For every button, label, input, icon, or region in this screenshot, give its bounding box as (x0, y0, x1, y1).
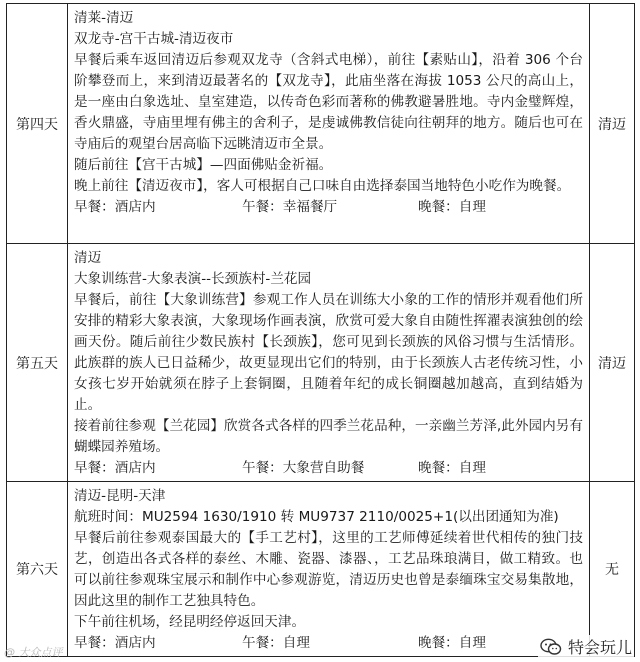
day-row (7, 244, 635, 482)
day-paragraph: 早餐后乘车返回清迈后参观双龙寺（含斜式电梯），前往【素贴山】，沿着 306 个台阶攀登而上，来到清迈最著名的【双龙寺】，此庙坐落在海拔 1053 公尺的高山上，是一座由白象选址、皇室建造，以传奇色彩而著称的佛教避暑胜地。寺内金璧辉煌，香火鼎盛，寺庙里埋有佛主的舍利子，是虔诚佛教信徒向往朝拜的地方。随后也可在寺庙后的观望台居高临下远眺清迈市全景。 (74, 52, 583, 152)
stay-location: 清迈 (590, 244, 635, 482)
day-content (68, 244, 590, 482)
day-route: 清迈 (74, 250, 102, 266)
day-paragraph: 随后前往【宫干古城】—四面佛贴金祈福。 (74, 157, 333, 173)
meal-dinner: 晚餐：自理 (418, 635, 486, 651)
watermark-left: @ 大众点评 (4, 646, 63, 659)
meal-dinner: 晚餐：自理 (418, 460, 486, 476)
wechat-bubble-icon (540, 638, 562, 656)
itinerary-table (6, 3, 635, 657)
day-subtitle: 双龙寺-宫干古城-清迈夜市 (74, 31, 234, 47)
day-route: 清莱-清迈 (74, 10, 134, 26)
day-row (7, 4, 635, 244)
meals-line (74, 633, 583, 654)
day-row (7, 482, 635, 657)
day-route: 清迈-昆明-天津 (74, 488, 166, 504)
day-content (68, 4, 590, 244)
meal-lunch: 午餐：大象营自助餐 (242, 460, 365, 476)
day-paragraph: 接着前往参观【兰花园】欣赏各式各样的四季兰花品种，一亲幽兰芳泽,此外园内另有蝴蝶园养殖场。 (74, 418, 583, 455)
meals-line (74, 458, 583, 479)
watermark (538, 635, 634, 658)
meal-lunch: 午餐：幸福餐厅 (242, 199, 338, 215)
meal-lunch: 午餐：自理 (242, 635, 310, 651)
day-paragraph: 晚上前往【清迈夜市】，客人可根据自己口味自由选择泰国当地特色小吃作为晚餐。 (74, 178, 571, 194)
meal-breakfast: 早餐：酒店内 (74, 635, 156, 651)
meal-dinner: 晚餐：自理 (418, 199, 486, 215)
meal-breakfast: 早餐：酒店内 (74, 460, 156, 476)
day-subtitle: 大象训练营-大象表演--长颈族村-兰花园 (74, 271, 312, 287)
meals-line (74, 197, 583, 218)
day-paragraph: 早餐后前往参观泰国最大的【手工艺村】，这里的工艺师傅延续着世代相传的独门技艺，创造出各式各样的泰丝、木雕、瓷器、漆器、，工艺品珠琅满目，做工精致。也可以前往参观珠宝展示和制作中心参观游览，清迈历史也曾是泰缅珠宝交易集散地，因此这里的制作工艺独具特色。 (74, 530, 583, 609)
day-label: 第四天 (7, 4, 68, 244)
stay-location: 清迈 (590, 4, 635, 244)
stay-location: 无 (590, 482, 635, 657)
day-label: 第五天 (7, 244, 68, 482)
meal-breakfast: 早餐：酒店内 (74, 199, 156, 215)
flight-info: 航班时间：MU2594 1630/1910 转 MU9737 2110/0025+1(以出团通知为准) (74, 509, 559, 525)
day-paragraph: 下午前往机场，经昆明经停返回天津。 (74, 614, 306, 630)
watermark-text: 特会玩儿 (567, 638, 632, 657)
day-content (68, 482, 590, 657)
day-paragraph: 早餐后，前往【大象训练营】参观工作人员在训练大小象的工作的情形并观看他们所安排的精彩大象表演，大象现场作画表演，欣赏可爱大象自由随性挥濯表演独创的绘画天份。随后前往少数民族村【长颈族】，您可见到长颈族的风俗习惯与生活情形。此族群的族人已日益稀少，故更显现出它们的特别，由于长颈族人古老传统习性，小女孩七岁开始就须在脖子上套铜圈，且随着年纪的成长铜圈越加越高，直到结婚为止。 (74, 292, 583, 413)
day-label: 第六天 (7, 482, 68, 657)
